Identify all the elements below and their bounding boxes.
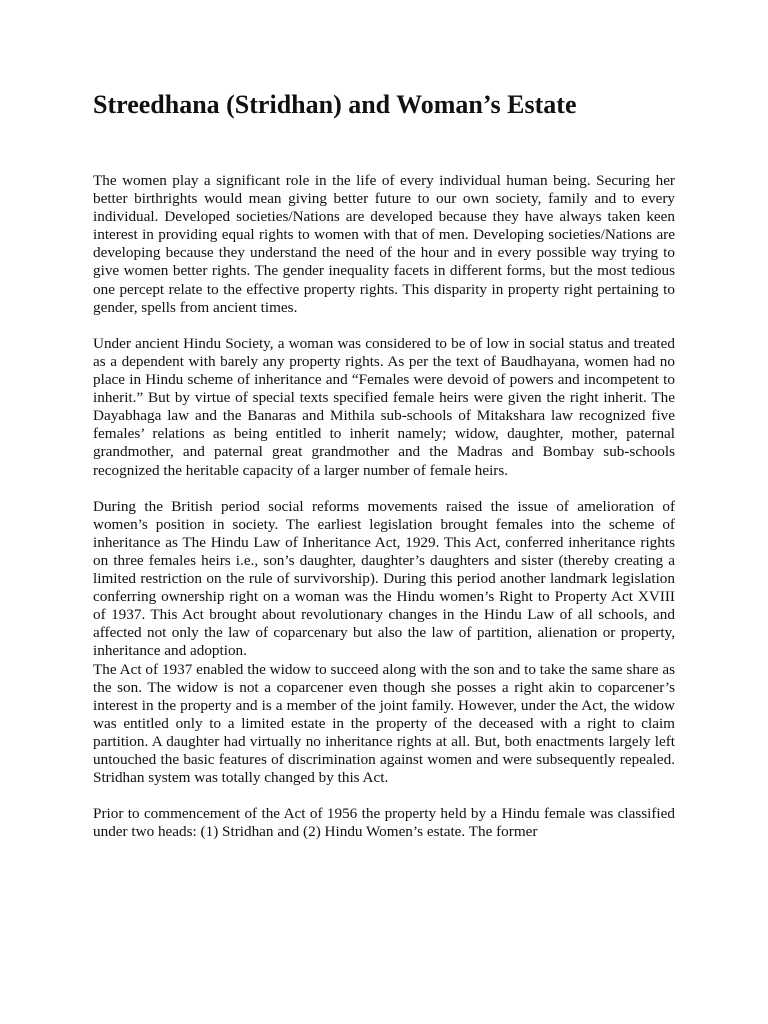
paragraph-act-of-1956: Prior to commencement of the Act of 1956 the property held by a Hindu female was classified under two heads: (1) Stridhan and (2) Hindu Women’s estate. The former <box>93 805 675 841</box>
document-body <box>93 172 675 841</box>
paragraph-act-of-1937: The Act of 1937 enabled the widow to succeed along with the son and to take the same share as the son. The widow is not a coparcener even though she posses a right akin to coparcener’s interest in the property and is a member of the joint family. However, under the Act, the widow was entitled only to a limited estate in the property of the deceased with a right to claim partition. A daughter had virtually no inheritance rights at all. But, both enactments largely left untouched the basic features of discrimination against women and were subsequently repealed. Stridhan system was totally changed by this Act. <box>93 660 675 787</box>
document-title: Streedhana (Stridhan) and Woman’s Estate <box>93 90 577 119</box>
paragraph-women-role: The women play a significant role in the life of every individual human being. Securing her better birthrights would mean giving better future to our own society, family and to every individual. Developed societies/Nations are developed because they have always taken keen interest in providing equal rights to women with that of men. Developing societies/Nations are developing because they understand the need of the hour and in every possible way trying to give women better rights. The gender inequality facets in different forms, but the most tedious one percept relate to the effective property rights. This disparity in property right pertaining to gender, spells from ancient times. <box>93 172 675 316</box>
paragraph-british-period: During the British period social reforms movements raised the issue of amelioration of women’s position in society. The earliest legislation brought females into the scheme of inheritance as The Hindu Law of Inheritance Act, 1929. This Act, conferred inheritance rights on three females heirs i.e., son’s daughter, daughter’s daughters and sister (thereby creating a limited restriction on the rule of survivorship). During this period another landmark legislation conferring ownership right on a woman was the Hindu women’s Right to Property Act XVIII of 1937. This Act brought about revolutionary changes in the Hindu Law of all schools, and affected not only the law of coparcenary but also the law of partition, alienation or property, inheritance and adoption. <box>93 497 675 660</box>
paragraph-ancient-hindu-society: Under ancient Hindu Society, a woman was considered to be of low in social status and treated as a dependent with barely any property rights. As per the text of Baudhayana, women had no place in Hindu scheme of inheritance and “Females were devoid of powers and incompetent to inherit.” But by virtue of special texts specified female heirs were given the right inherit. The Dayabhaga law and the Banaras and Mithila sub-schools of Mitakshara law recognized five females’ relations as being entitled to inherit namely; widow, daughter, mother, paternal grandmother, and paternal great grandmother and the Madras and Bombay sub-schools recognized the heritable capacity of a larger number of female heirs. <box>93 334 675 479</box>
